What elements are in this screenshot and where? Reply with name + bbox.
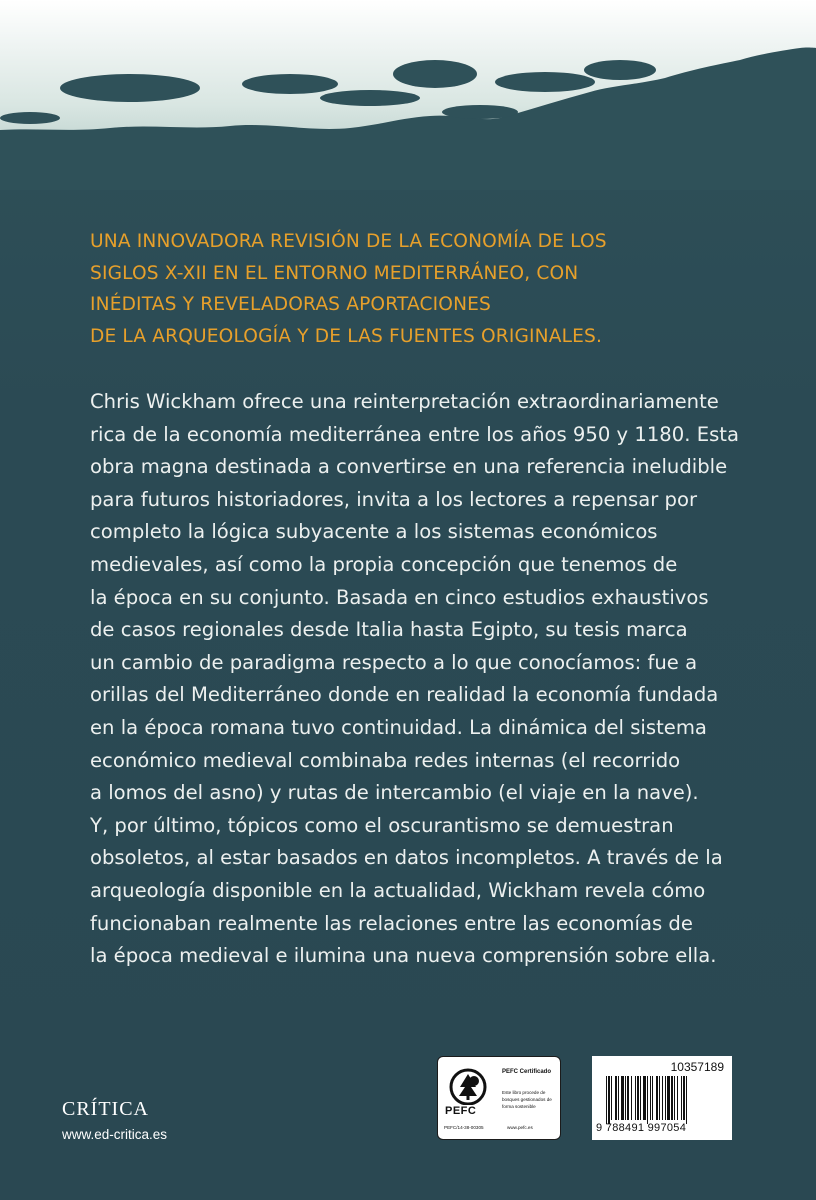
description-line: para futuros historiadores, invita a los lectores a repensar por (90, 487, 698, 511)
barcode-bar (606, 1076, 607, 1124)
pefc-logo-text: PEFC (445, 1105, 477, 1117)
description-line: rica de la economía mediterránea entre los años 950 y 1180. Esta (90, 422, 739, 446)
barcode-bar (650, 1076, 651, 1120)
island-8 (584, 60, 656, 80)
island-4 (495, 72, 595, 92)
island-2 (242, 74, 338, 94)
pefc-url: www.pefc.es (507, 1125, 533, 1130)
description-line: Chris Wickham ofrece una reinterpretación extraordinariamente (90, 390, 719, 413)
barcode-bar (686, 1076, 687, 1124)
barcode-bar (631, 1076, 632, 1120)
barcode-bar (659, 1076, 660, 1120)
barcode-bar (615, 1076, 617, 1120)
pefc-code: PEFC/14-38-00305 (444, 1125, 484, 1130)
isbn-barcode (592, 1056, 732, 1140)
barcode-bar (635, 1076, 636, 1120)
barcode-bar (608, 1076, 610, 1124)
description-line: en la época romana tuvo continuidad. La dinámica del sistema (90, 715, 707, 739)
description-line: obsoletos, al estar basados en datos incompletos. A través de la (90, 846, 723, 870)
publisher-website[interactable]: www.ed-critica.es (62, 1127, 168, 1142)
barcode-bar (652, 1076, 653, 1120)
barcode-bar (681, 1076, 682, 1120)
barcode-bar (611, 1076, 612, 1120)
barcode-bar (640, 1076, 641, 1120)
description-line: la época en su conjunto. Basada en cinco estudios exhaustivos (90, 585, 709, 609)
barcode-bar (647, 1076, 648, 1124)
barcode-bar (662, 1076, 663, 1120)
barcode-bar (665, 1076, 666, 1120)
description-line: a lomos del asno) y rutas de intercambio (el viaje en la nave). (90, 781, 699, 805)
book-description (90, 386, 780, 973)
tagline-line: DE LA ARQUEOLOGÍA Y DE LAS FUENTES ORIGINALES. (90, 325, 603, 347)
barcode-bar (674, 1076, 675, 1120)
barcode-digits: 9 788491 997054 (596, 1122, 687, 1134)
barcode-bar (656, 1076, 658, 1120)
publisher-logo: CRÍTICA (62, 1098, 149, 1120)
tagline-line: SIGLOS X-XII EN EL ENTORNO MEDITERRÁNEO, CON (90, 262, 579, 284)
barcode-bar (683, 1076, 685, 1120)
barcode-bar (677, 1076, 678, 1120)
barcode-bar (618, 1076, 619, 1120)
description-line: orillas del Mediterráneo donde en realidad la economía fundada (90, 683, 719, 707)
description-line: la época medieval e ilumina una nueva comprensión sobre ella. (90, 944, 717, 968)
barcode-bars (606, 1076, 722, 1124)
sea-horizon-illustration (0, 0, 816, 190)
pefc-description: Este libro procede de bosques gestionados de forma sostenible (502, 1090, 552, 1109)
description-line: económico medieval combinaba redes internas (el recorrido (90, 748, 681, 772)
barcode-bar (643, 1076, 646, 1120)
description-line: medievales, así como la propia concepción que tenemos de (90, 552, 678, 576)
barcode-bar (627, 1076, 629, 1120)
description-line: obra magna destinada a convertirse en una referencia ineludible (90, 455, 728, 479)
island-3 (393, 60, 477, 88)
barcode-bar (625, 1076, 626, 1120)
island-7 (0, 112, 60, 124)
description-line: Y, por último, tópicos como el oscurantismo se demuestran (90, 813, 674, 837)
island-6 (442, 105, 518, 119)
island-1 (60, 74, 200, 102)
tagline (90, 226, 790, 352)
barcode-bar (637, 1076, 639, 1120)
description-line: un cambio de paradigma respecto a lo que conocíamos: fue a (90, 650, 698, 674)
island-5 (320, 90, 420, 106)
description-line: funcionaban realmente las relaciones entre las economías de (90, 911, 693, 935)
pefc-certification-badge (437, 1056, 561, 1140)
barcode-bar (621, 1076, 624, 1120)
pefc-tree-logo-icon (446, 1065, 490, 1105)
description-line: arqueología disponible en la actualidad, Wickham revela cómo (90, 878, 706, 902)
barcode-bar (667, 1076, 670, 1120)
barcode-code: 10357189 (670, 1060, 724, 1074)
tagline-line: UNA INNOVADORA REVISIÓN DE LA ECONOMÍA DE LOS (90, 231, 607, 252)
description-line: completo la lógica subyacente a los sistemas económicos (90, 520, 658, 544)
barcode-bar (671, 1076, 673, 1120)
tagline-line: INÉDITAS Y REVELADORAS APORTACIONES (90, 294, 492, 315)
pefc-title: PEFC Certificado (502, 1069, 552, 1075)
description-line: de casos regionales desde Italia hasta Egipto, su tesis marca (90, 618, 688, 642)
